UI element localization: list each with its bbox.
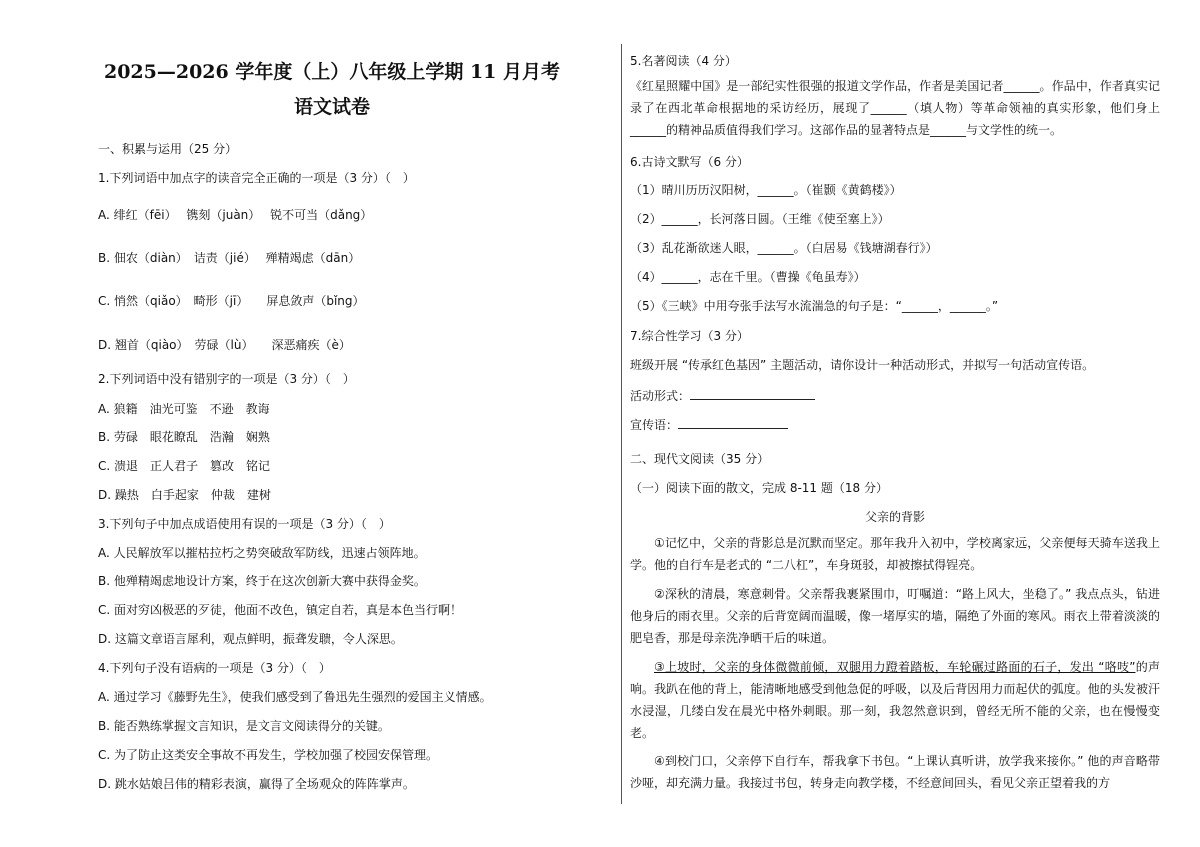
question-2-option-b: B. 劳碌 眼花瞭乱 浩瀚 娴熟 <box>98 430 270 444</box>
question-3-stem: 3.下列句子中加点成语使用有误的一项是（3 分）（ ） <box>98 517 391 531</box>
question-6-item-3: （3）乱花渐欲迷人眼，______。（白居易《钱塘湖春行》） <box>630 241 938 255</box>
question-7-prompt: 班级开展 “传承红色基因” 主题活动，请你设计一种活动形式，并拟写一句活动宣传语。 <box>630 358 1095 372</box>
question-1-stem: 1.下列词语中加点字的读音完全正确的一项是（3 分）（ ） <box>98 171 415 185</box>
column-divider <box>621 44 622 804</box>
essay-paragraph-3-rest: 的声响。我趴在他的背上，能清晰地感受到他急促的呼吸，以及后背因用力而起伏的弧度。他的头发被汗水浸湿，几缕白发在晨光中格外刺眼。那一刻，我忽然意识到，曾经无所不能的父亲，也在慢慢变老。 <box>630 660 1160 740</box>
question-1-option-a: A. 绯红（fēi） 镌刻（juàn） 锐不可当（dǎng） <box>98 208 373 222</box>
slogan-label: 宣传语： <box>630 418 679 432</box>
question-4-option-b: B. 能否熟练掌握文言知识，是文言文阅读得分的关键。 <box>98 719 390 733</box>
question-2-option-d: D. 躁热 白手起家 仲裁 建树 <box>98 488 271 502</box>
question-5-paragraph: 《红星照耀中国》是一部纪实性很强的报道文学作品，作者是美国记者______。作品中，作者真实记录了在西北革命根据地的采访经历，展现了______（填人物）等革命领袖的真实形象，他们身上______的精神品质值得我们学习。这部作品的显著特点是______与文学性的统一。 <box>630 79 1160 137</box>
question-3-option-b: B. 他殚精竭虑地设计方案，终于在这次创新大赛中获得金奖。 <box>98 574 426 588</box>
section-heading-1: 一、积累与运用（25 分） <box>98 142 238 156</box>
question-1-option-b: B. 佃农（diàn） 诘责（jié） 殚精竭虑（dān） <box>98 251 361 265</box>
question-2-option-a: A. 狼籍 油光可鉴 不逊 教诲 <box>98 402 270 416</box>
question-4-stem: 4.下列句子没有语病的一项是（3 分）（ ） <box>98 661 331 675</box>
exam-title-line1: 2025—2026 学年度（上）八年级上学期 11 月月考 <box>103 61 561 83</box>
slogan-line <box>630 414 788 434</box>
question-2-stem: 2.下列词语中没有错别字的一项是（3 分）（ ） <box>98 372 355 386</box>
question-3-option-a: A. 人民解放军以摧枯拉朽之势突破敌军防线，迅速占领阵地。 <box>98 546 426 560</box>
question-7-stem: 7.综合性学习（3 分） <box>630 329 749 343</box>
question-6-item-4: （4）______，志在千里。（曹操《龟虽寿》） <box>630 270 866 284</box>
activity-form-label: 活动形式： <box>630 389 691 403</box>
question-5-stem: 5.名著阅读（4 分） <box>630 54 737 68</box>
question-6-stem: 6.古诗文默写（6 分） <box>630 155 749 169</box>
question-6-item-1: （1）晴川历历汉阳树，______。（崔颢《黄鹤楼》） <box>630 183 902 197</box>
essay-paragraph-4: ④到校门口，父亲停下自行车，帮我拿下书包。“上课认真听讲，放学我来接你。” 他的声音略带沙哑，却充满力量。我接过书包，转身走向教学楼，不经意间回头，看见父亲正望着我的方 <box>630 754 1160 790</box>
essay-paragraph-2: ②深秋的清晨，寒意刺骨。父亲帮我裹紧围巾，叮嘱道：“路上风大，坐稳了。” 我点点头，钻进他身后的雨衣里。父亲的后背宽阔而温暖，像一堵厚实的墙，隔绝了外面的寒风。雨衣上带着淡淡的肥皂香，那是母亲洗净晒干后的味道。 <box>630 587 1160 645</box>
question-4-option-d: D. 跳水姑娘吕伟的精彩表演，赢得了全场观众的阵阵掌声。 <box>98 777 415 791</box>
essay-paragraph-3-underlined: ③上坡时，父亲的身体微微前倾，双腿用力蹬着踏板，车轮碾过路面的石子，发出 “咯吱” <box>654 660 1136 674</box>
question-6-item-5: （5）《三峡》中用夸张手法写水流湍急的句子是：“______，______。” <box>630 299 999 313</box>
question-4-option-c: C. 为了防止这类安全事故不再发生，学校加强了校园安保管理。 <box>98 748 439 762</box>
essay-paragraph-1: ①记忆中，父亲的背影总是沉默而坚定。那年我升入初中，学校离家远，父亲便每天骑车送我上学。他的自行车是老式的 “二八杠”，车身斑驳，却被擦拭得锃亮。 <box>630 536 1160 572</box>
question-2-option-c: C. 溃退 正人君子 篡改 铭记 <box>98 459 271 473</box>
question-4-option-a: A. 通过学习《藤野先生》，使我们感受到了鲁迅先生强烈的爱国主义情感。 <box>98 690 492 704</box>
question-6-item-2: （2）______，长河落日圆。（王维《使至塞上》） <box>630 212 890 226</box>
question-1-option-d: D. 翘首（qiào） 劳碌（lù） 深恶痛疾（è） <box>98 338 351 352</box>
reading-part-1-heading: （一）阅读下面的散文，完成 8-11 题（18 分） <box>630 481 888 495</box>
question-3-option-c: C. 面对穷凶极恶的歹徒，他面不改色，镇定自若，真是本色当行啊！ <box>98 603 463 617</box>
question-3-option-d: D. 这篇文章语言犀利，观点鲜明，振聋发聩，令人深思。 <box>98 632 403 646</box>
section-heading-2: 二、现代文阅读（35 分） <box>630 452 770 466</box>
essay-title: 父亲的背影 <box>864 510 925 524</box>
essay-paragraph-3 <box>630 656 1160 744</box>
exam-title-line2: 语文试卷 <box>293 96 370 118</box>
activity-form-line <box>630 385 815 405</box>
activity-form-blank[interactable] <box>690 385 815 400</box>
question-1-option-c: C. 悄然（qiǎo） 畸形（jī） 屏息敛声（bǐng） <box>98 294 365 308</box>
slogan-blank[interactable] <box>678 414 788 429</box>
